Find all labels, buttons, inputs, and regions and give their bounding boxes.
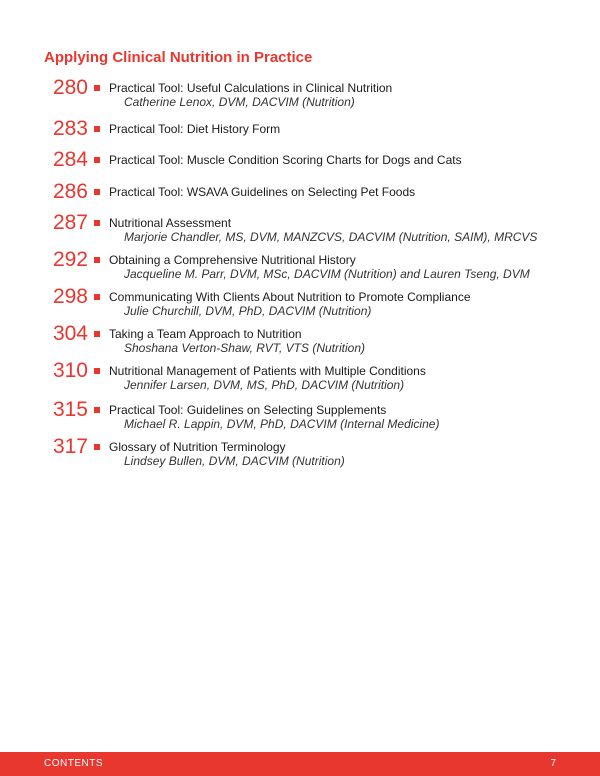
entry-title: Glossary of Nutrition Terminology — [109, 440, 286, 454]
entry-authors: Shoshana Verton-Shaw, RVT, VTS (Nutrition) — [124, 341, 366, 355]
toc-entry[interactable] — [0, 211, 600, 250]
page-number: 286 — [52, 180, 88, 203]
page-footer — [0, 752, 600, 776]
entry-authors: Julie Churchill, DVM, PhD, DACVIM (Nutrition) — [124, 304, 372, 318]
entry-title: Communicating With Clients About Nutrition to Promote Compliance — [109, 290, 471, 304]
toc-entry[interactable] — [0, 322, 600, 361]
entry-authors: Michael R. Lappin, DVM, PhD, DACVIM (Internal Medicine) — [124, 417, 440, 431]
entry-title: Practical Tool: Guidelines on Selecting Supplements — [109, 403, 387, 417]
toc-entry[interactable] — [0, 248, 600, 287]
footer-label: CONTENTS — [44, 758, 103, 769]
entry-title: Nutritional Management of Patients with Multiple Conditions — [109, 364, 426, 378]
entry-authors: Jennifer Larsen, DVM, MS, PhD, DACVIM (Nutrition) — [124, 378, 405, 392]
square-bullet-icon — [94, 407, 100, 413]
entry-authors: Jacqueline M. Parr, DVM, MSc, DACVIM (Nutrition) and Lauren Tseng, DVM — [124, 267, 530, 281]
square-bullet-icon — [94, 220, 100, 226]
toc-entry[interactable] — [0, 398, 600, 437]
entry-title: Practical Tool: Muscle Condition Scoring Charts for Dogs and Cats — [109, 153, 462, 167]
square-bullet-icon — [94, 331, 100, 337]
page-number: 292 — [52, 248, 88, 271]
entry-title: Practical Tool: Useful Calculations in Clinical Nutrition — [109, 81, 393, 95]
square-bullet-icon — [94, 444, 100, 450]
square-bullet-icon — [94, 368, 100, 374]
toc-entry[interactable] — [0, 285, 600, 324]
section-title: Applying Clinical Nutrition in Practice — [44, 49, 313, 66]
toc-entry[interactable] — [0, 148, 600, 187]
footer-page-number: 7 — [550, 758, 556, 769]
page-number: 315 — [52, 398, 88, 421]
toc-entry[interactable] — [0, 76, 600, 115]
entry-authors: Catherine Lenox, DVM, DACVIM (Nutrition) — [124, 95, 355, 109]
entry-title: Nutritional Assessment — [109, 216, 232, 230]
page-number: 298 — [52, 285, 88, 308]
page-number: 304 — [52, 322, 88, 345]
entry-authors: Lindsey Bullen, DVM, DACVIM (Nutrition) — [124, 454, 345, 468]
toc-entry[interactable] — [0, 180, 600, 219]
toc-entry[interactable] — [0, 117, 600, 156]
entry-title: Practical Tool: Diet History Form — [109, 122, 281, 136]
square-bullet-icon — [94, 189, 100, 195]
page-number: 283 — [52, 117, 88, 140]
square-bullet-icon — [94, 126, 100, 132]
square-bullet-icon — [94, 157, 100, 163]
entry-title: Obtaining a Comprehensive Nutritional History — [109, 253, 356, 267]
page-number: 280 — [52, 76, 88, 99]
page-number: 310 — [52, 359, 88, 382]
page-number: 287 — [52, 211, 88, 234]
toc-entry[interactable] — [0, 435, 600, 474]
toc-entry[interactable] — [0, 359, 600, 398]
entry-title: Taking a Team Approach to Nutrition — [109, 327, 302, 341]
square-bullet-icon — [94, 294, 100, 300]
square-bullet-icon — [94, 257, 100, 263]
entry-title: Practical Tool: WSAVA Guidelines on Selecting Pet Foods — [109, 185, 416, 199]
square-bullet-icon — [94, 85, 100, 91]
entry-authors: Marjorie Chandler, MS, DVM, MANZCVS, DACVIM (Nutrition, SAIM), MRCVS — [124, 230, 538, 244]
page-number: 317 — [52, 435, 88, 458]
page-number: 284 — [52, 148, 88, 171]
